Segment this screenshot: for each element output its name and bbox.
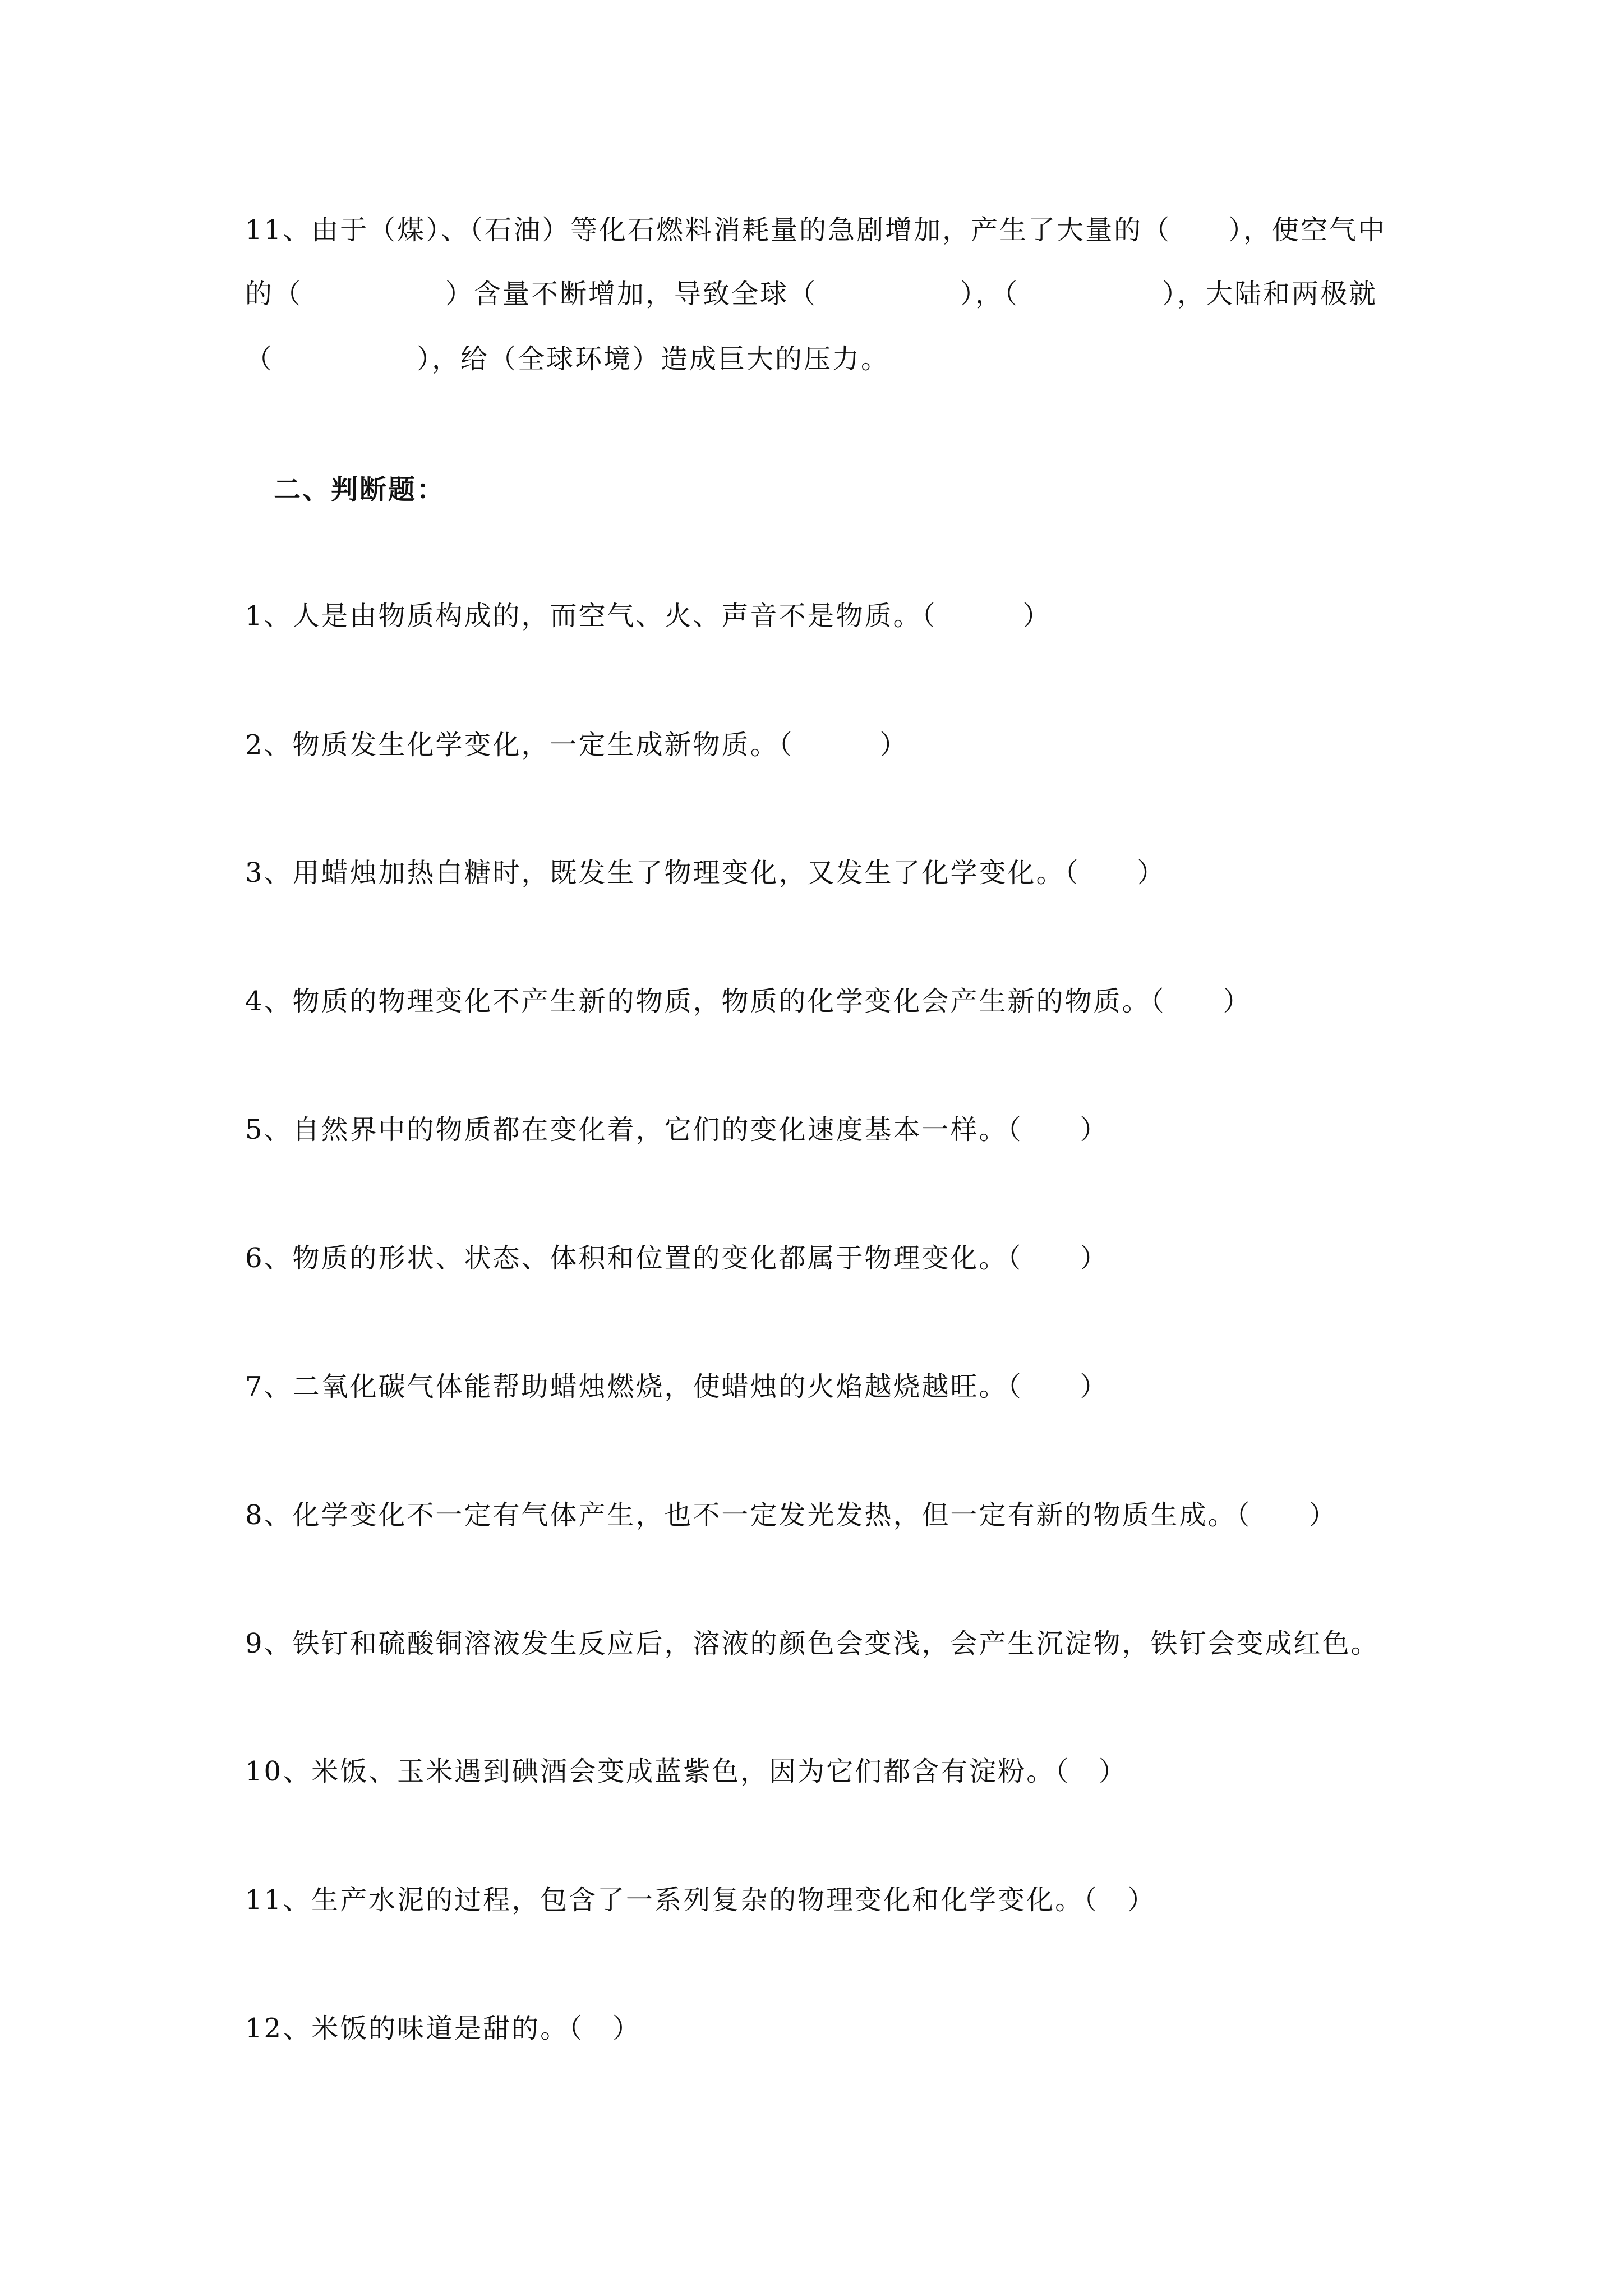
section-heading-judgment: 二、判断题： <box>274 474 446 505</box>
judgment-item-10: 10、米饭、玉米遇到碘酒会变成蓝紫色，因为它们都含有淀粉。（ ） <box>245 1756 1128 1787</box>
judgment-item-11: 11、生产水泥的过程，包含了一系列复杂的物理变化和化学变化。（ ） <box>245 1884 1156 1916</box>
judgment-item-5: 5、自然界中的物质都在变化着，它们的变化速度基本一样。（ ） <box>245 1114 1109 1145</box>
judgment-item-9: 9、铁钉和硫酸铜溶液发生反应后，溶液的颜色会变浅，会产生沉淀物，铁钉会变成红色。 <box>245 1628 1380 1659</box>
judgment-item-3: 3、用蜡烛加热白糖时，既发生了物理变化，又发生了化学变化。（ ） <box>245 857 1166 889</box>
judgment-item-4: 4、物质的物理变化不产生新的物质，物质的化学变化会产生新的物质。（ ） <box>245 986 1252 1017</box>
fill-in-item-11-line-1: 11、由于（煤）、（石油）等化石燃料消耗量的急剧增加，产生了大量的（ ），使空气中 <box>245 214 1387 246</box>
judgment-item-7: 7、二氧化碳气体能帮助蜡烛燃烧，使蜡烛的火焰越烧越旺。（ ） <box>245 1371 1109 1402</box>
judgment-item-1: 1、人是由物质构成的，而空气、火、声音不是物质。（ ） <box>245 600 1052 632</box>
fill-in-item-11-line-2: 的（ ）含量不断增加，导致全球（ ），（ ），大陆和两极就 <box>245 278 1378 310</box>
judgment-item-6: 6、物质的形状、状态、体积和位置的变化都属于物理变化。（ ） <box>245 1243 1109 1274</box>
judgment-item-12: 12、米饭的味道是甜的。（ ） <box>245 2013 642 2044</box>
fill-in-item-11-line-3: （ ），给（全球环境）造成巨大的压力。 <box>245 343 890 375</box>
judgment-item-2: 2、物质发生化学变化，一定生成新物质。（ ） <box>245 729 909 761</box>
judgment-item-8: 8、化学变化不一定有气体产生，也不一定发光发热，但一定有新的物质生成。（ ） <box>245 1499 1338 1531</box>
